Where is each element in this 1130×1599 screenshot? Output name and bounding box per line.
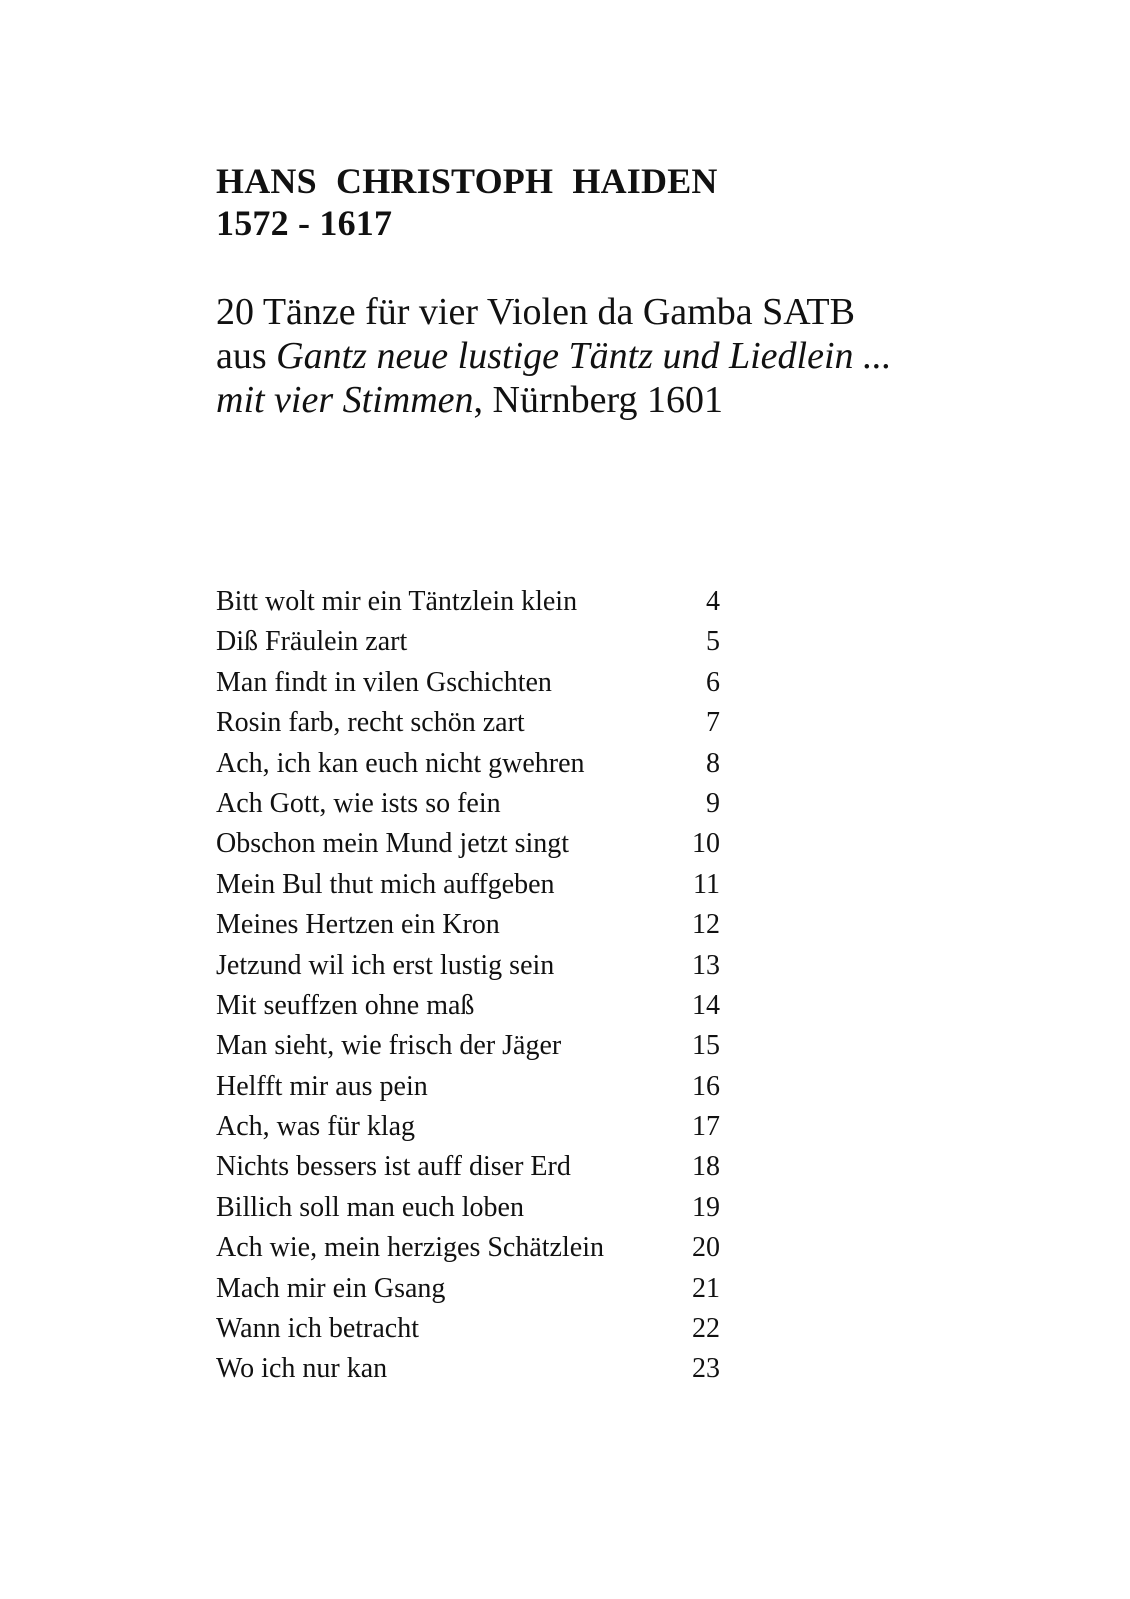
toc-entry-page-number: 22 <box>692 1313 720 1345</box>
toc-entry-page-number: 15 <box>692 1030 720 1062</box>
toc-entry <box>216 744 720 784</box>
source-prefix: aus <box>216 335 277 377</box>
work-description <box>216 290 892 422</box>
toc-entry-title: Wann ich betracht <box>216 1313 419 1345</box>
toc-entry-title: Ach, ich kan euch nicht gwehren <box>216 747 585 779</box>
toc-entry <box>216 1067 720 1107</box>
toc-entry-title: Bitt wolt mir ein Täntzlein klein <box>216 586 578 617</box>
toc-entry-page-number: 12 <box>692 909 720 941</box>
toc-entry-title: Mein Bul thut mich auffgeben <box>216 868 555 900</box>
toc-entry-page-number: 14 <box>692 989 720 1021</box>
toc-entry-title: Jetzund wil ich erst lustig sein <box>216 949 555 981</box>
toc-entry-page-number: 21 <box>692 1272 720 1304</box>
toc-entry <box>216 1147 720 1187</box>
composer-heading <box>216 160 718 244</box>
toc-entry <box>216 784 720 824</box>
toc-entry-page-number: 10 <box>692 828 720 860</box>
toc-entry <box>216 1026 720 1066</box>
toc-entry-title: Helfft mir aus pein <box>216 1070 428 1102</box>
toc-entry <box>216 1107 720 1147</box>
toc-entry-title: Man findt in vilen Gschichten <box>216 666 552 698</box>
composer-name: HANS CHRISTOPH HAIDEN <box>216 161 718 201</box>
toc-entry-page-number: 11 <box>693 868 720 900</box>
toc-entry <box>216 946 720 986</box>
toc-entry-title: Man sieht, wie frisch der Jäger <box>216 1030 562 1062</box>
toc-entry-title: Nichts bessers ist auff diser Erd <box>216 1151 571 1183</box>
toc-entry-page-number: 19 <box>692 1191 720 1223</box>
toc-entry-title: Diß Fräulein zart <box>216 626 408 658</box>
toc-entry-title: Wo ich nur kan <box>216 1353 388 1385</box>
source-line <box>216 334 892 378</box>
toc-entry-page-number: 7 <box>706 707 720 739</box>
toc-entry-title: Ach, was für klag <box>216 1111 416 1143</box>
toc-entry-page-number: 8 <box>706 747 720 779</box>
source-title: Gantz neue lustige Täntz und Liedlein ... <box>276 335 892 377</box>
toc-entry <box>216 703 720 743</box>
toc-entry <box>216 622 720 662</box>
toc-entry <box>216 663 720 703</box>
toc-entry <box>216 1309 720 1349</box>
toc-entry-page-number: 13 <box>692 949 720 981</box>
toc-entry-title: Ach Gott, wie ists so fein <box>216 787 501 819</box>
toc-entry-title: Ach wie, mein herziges Schätzlein <box>216 1232 604 1264</box>
toc-entry-title: Rosin farb, recht schön zart <box>216 707 525 739</box>
composer-dates: 1572 - 1617 <box>216 203 393 243</box>
toc-entry-title: Mach mir ein Gsang <box>216 1272 446 1304</box>
toc-entry <box>216 1349 720 1389</box>
publication-line <box>216 378 892 422</box>
toc-entry <box>216 986 720 1026</box>
work-title-line: 20 Tänze für vier Violen da Gamba SATB <box>216 291 855 333</box>
toc-entry-page-number: 16 <box>692 1070 720 1102</box>
toc-entry-page-number: 17 <box>692 1111 720 1143</box>
toc-entry <box>216 905 720 945</box>
toc-entry <box>216 1188 720 1228</box>
toc-entry-page-number: 5 <box>706 626 720 658</box>
toc-entry-page-number: 18 <box>692 1151 720 1183</box>
toc-entry <box>216 1228 720 1268</box>
toc-entry <box>216 582 720 622</box>
toc-entry-page-number: 4 <box>706 586 720 617</box>
toc-entry-page-number: 9 <box>706 787 720 819</box>
toc-entry-title: Billich soll man euch loben <box>216 1191 524 1223</box>
source-title-continued: mit vier Stimmen <box>216 379 474 421</box>
toc-entry <box>216 824 720 864</box>
toc-entry-title: Obschon mein Mund jetzt singt <box>216 828 570 860</box>
toc-entry-page-number: 23 <box>692 1353 720 1385</box>
toc-entry-page-number: 6 <box>706 666 720 698</box>
toc-entry <box>216 865 720 905</box>
toc-entry <box>216 1269 720 1309</box>
publication-place-year: , Nürnberg 1601 <box>473 379 723 421</box>
toc-entry-title: Meines Hertzen ein Kron <box>216 909 500 941</box>
toc-entry-page-number: 20 <box>692 1232 720 1264</box>
table-of-contents <box>216 582 720 1390</box>
toc-entry-title: Mit seuffzen ohne maß <box>216 989 475 1021</box>
